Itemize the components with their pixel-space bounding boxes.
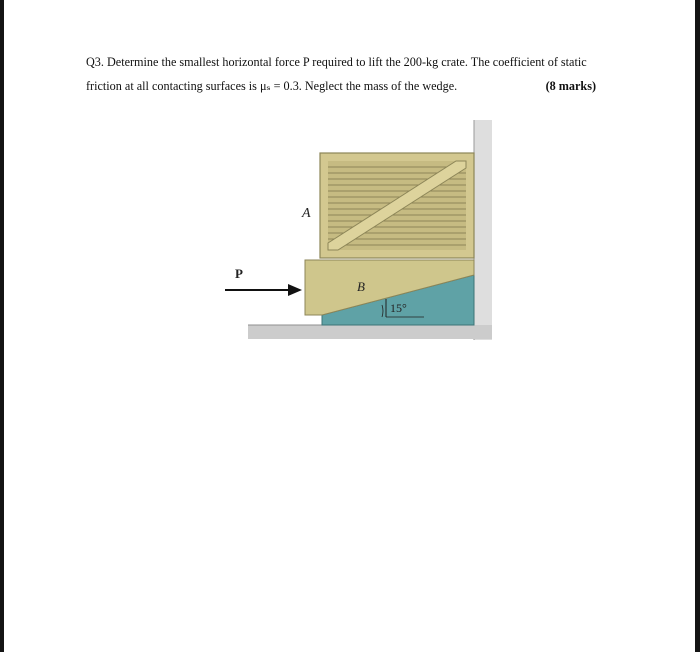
angle-label: 15° [390, 301, 407, 315]
wedge-crate-figure [220, 115, 500, 345]
wedge-label-b: B [357, 279, 365, 294]
question-text [86, 50, 606, 98]
question-line-2 [86, 74, 606, 98]
wall [474, 120, 492, 340]
left-border [0, 0, 4, 652]
force-arrowhead [288, 284, 302, 296]
ground [248, 325, 492, 339]
marks-label: (8 marks) [545, 79, 596, 93]
question-line-2-text: friction at all contacting surfaces is μₛ = 0.3. Neglect the mass of the wedge. [86, 79, 458, 93]
right-border [695, 0, 700, 652]
question-line-1: Q3. Determine the smallest horizontal force P required to lift the 200-kg crate. The coefficient of static [86, 55, 587, 69]
force-label-p: P [235, 266, 243, 281]
crate-a [320, 153, 474, 258]
crate-label-a: A [302, 206, 311, 221]
